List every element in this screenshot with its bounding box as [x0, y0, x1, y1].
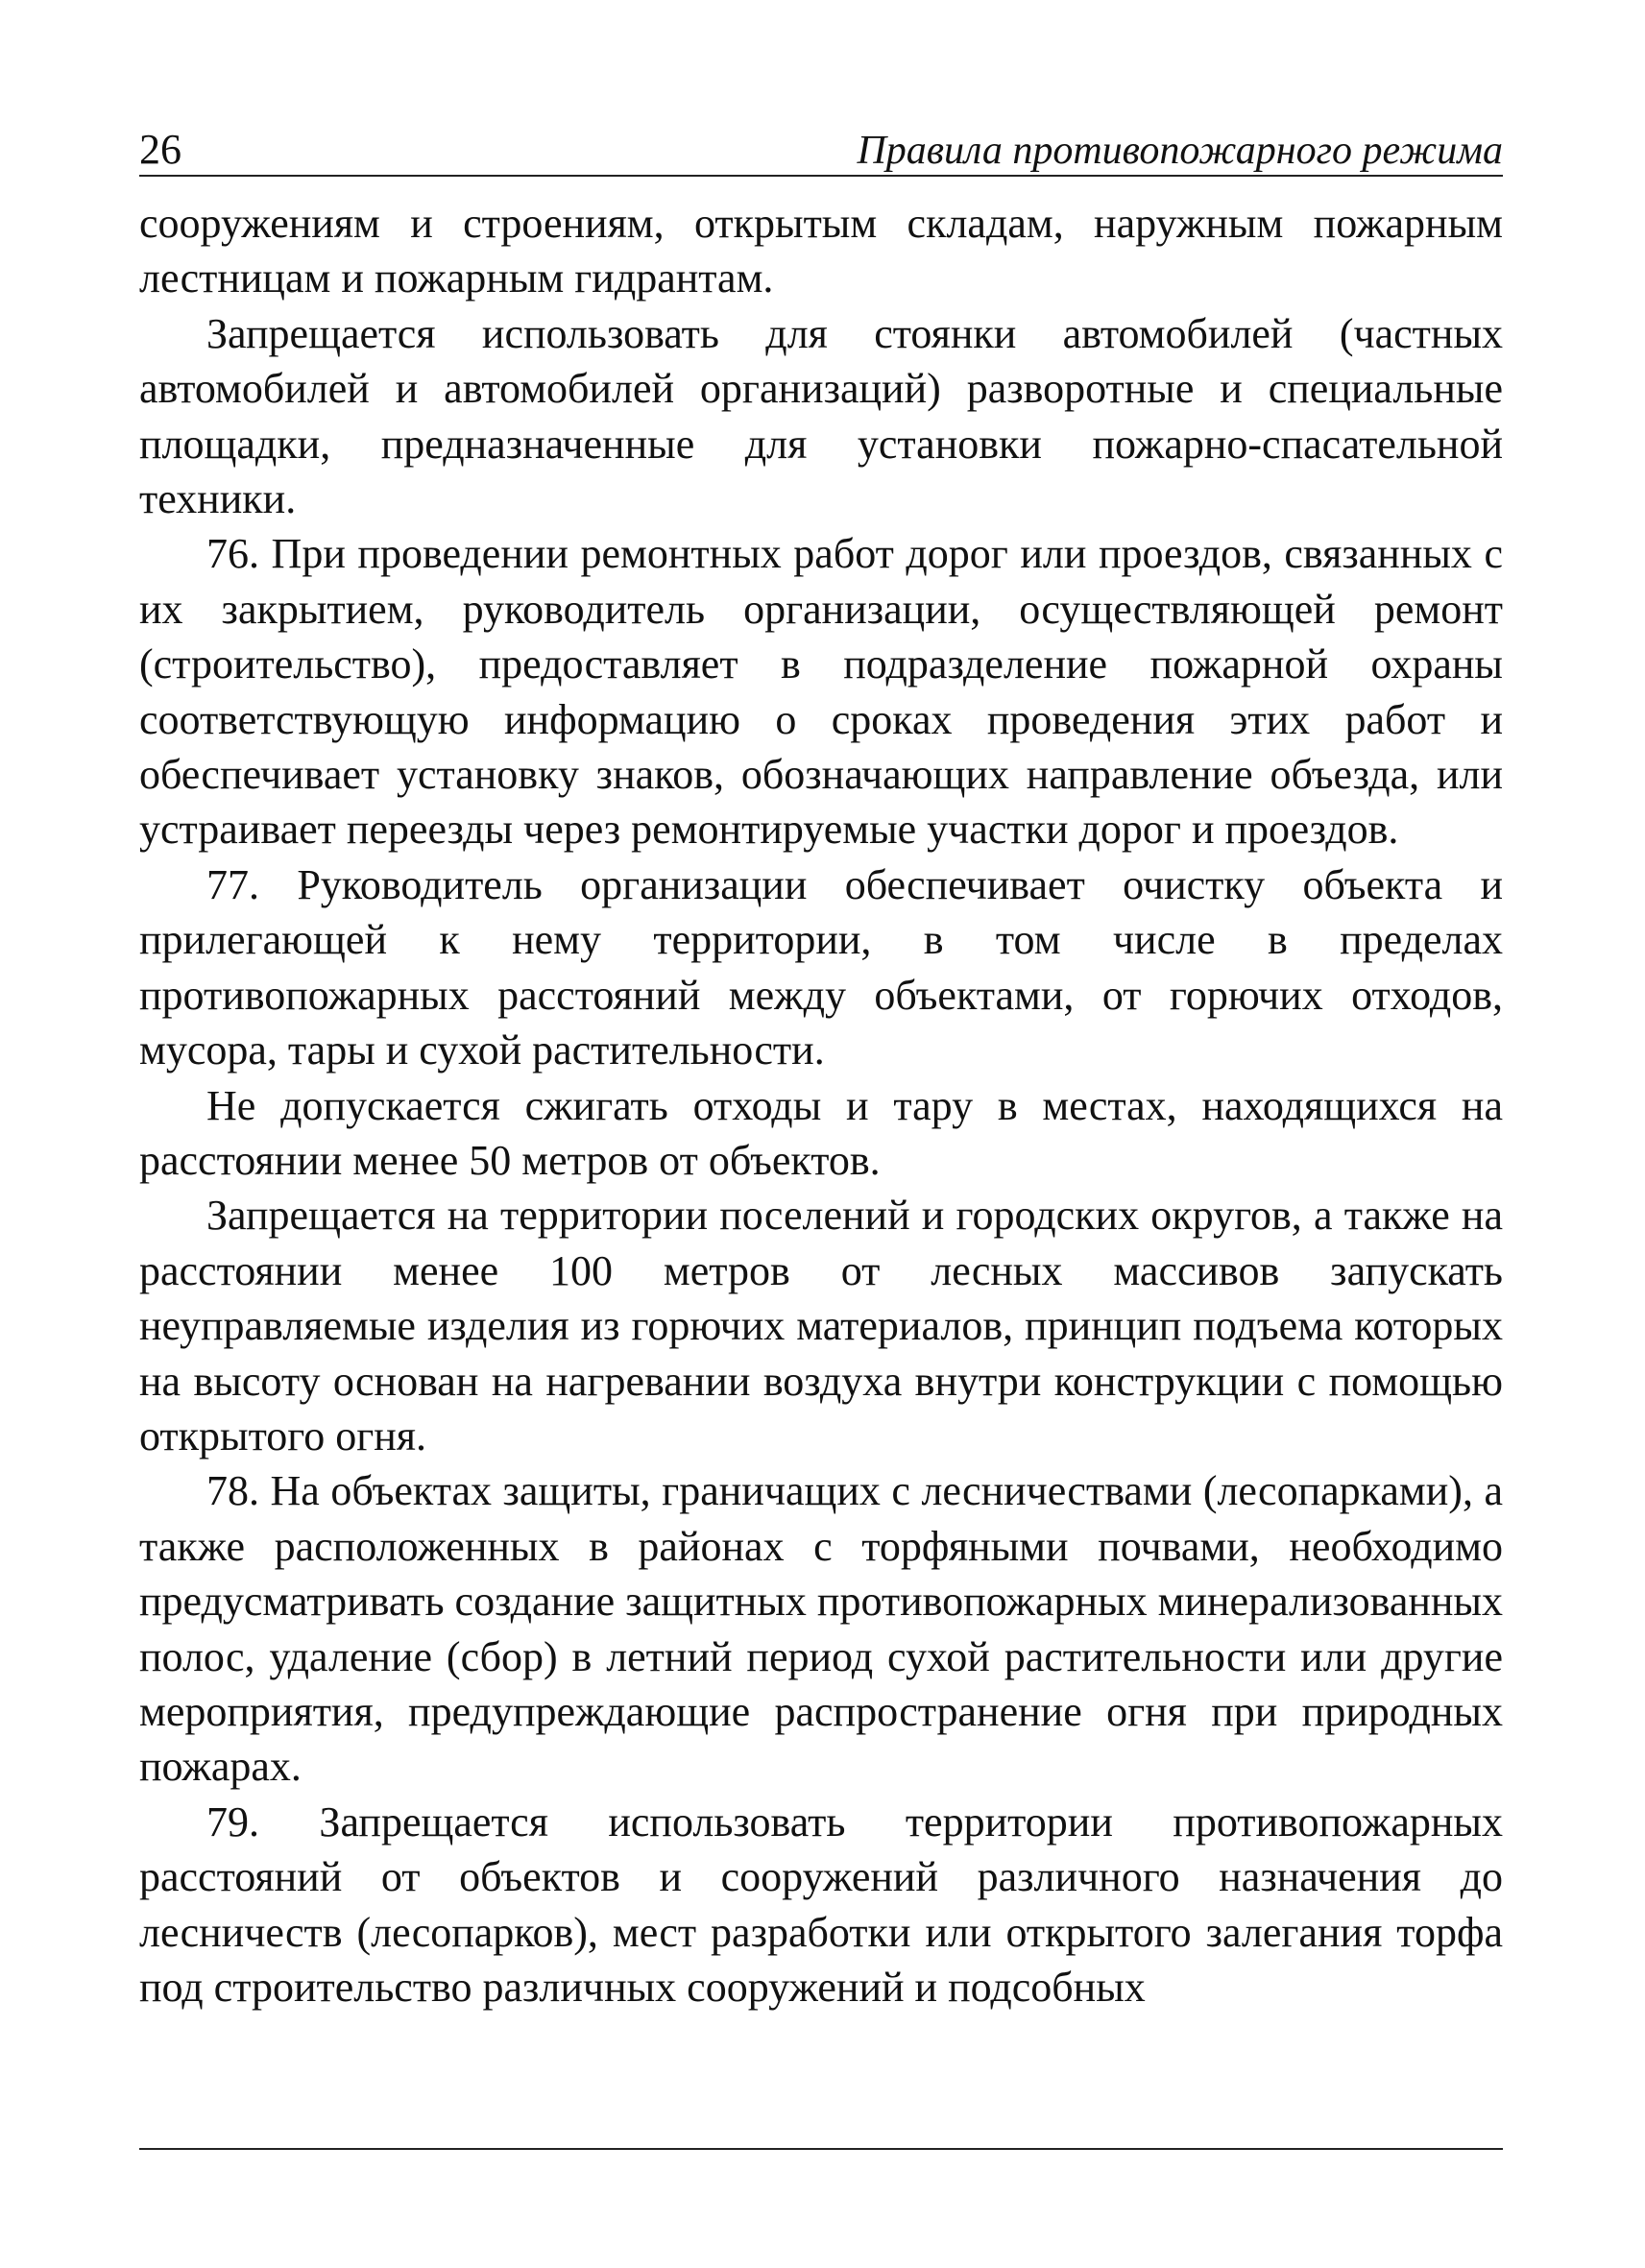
paragraph-78: 78. На объектах защиты, граничащих с лесничествами (лесопарками), а также расположенных в районах с торфяными почвами, необходимо предусматривать создание защитных противопожарных минерализованных полос, удаление (сбор) в летний период сухой растительности или другие мероприятия, предупреждающие распространение огня при природных пожарах. [139, 1467, 1503, 1791]
paragraph-continuation: сооружениям и строениям, открытым складам, наружным пожарным лестницам и пожарным гидрантам. [139, 200, 1503, 302]
page-header [139, 115, 1503, 177]
body-text [139, 196, 1503, 2015]
paragraph-parking-ban: Запрещается использовать для стоянки автомобилей (частных автомобилей и автомобилей организаций) разворотные и специальные площадки, предназначенные для установки пожарно-спасательной техники. [139, 309, 1503, 523]
paragraph-waste-burning: Не допускается сжигать отходы и тару в местах, находящихся на расстоянии менее 50 метров от объектов. [139, 1081, 1503, 1184]
book-page [139, 115, 1503, 2015]
bottom-divider [139, 2148, 1503, 2150]
paragraph-sky-lanterns: Запрещается на территории поселений и городских округов, а также на расстоянии менее 100 метров от лесных массивов запускать неуправляемые изделия из горючих материалов, принцип подъема которых на высоту основан на нагревании воздуха внутри конструкции с помощью открытого огня. [139, 1192, 1503, 1460]
paragraph-79: 79. Запрещается использовать территории противопожарных расстояний от объектов и сооружений различного назначения до лесничеств (лесопарков), мест разработки или открытого залегания торфа под строительство различных сооружений и подсобных [139, 1798, 1503, 2011]
paragraph-77: 77. Руководитель организации обеспечивает очистку объекта и прилегающей к нему территории, в том числе в пределах противопожарных расстояний между объектами, от горючих отходов, мусора, тары и сухой растительности. [139, 860, 1503, 1074]
paragraph-76: 76. При проведении ремонтных работ дорог или проездов, связанных с их закрытием, руководитель организации, осуществляющей ремонт (строительство), предоставляет в подразделение пожарной охраны соответствующую информацию о сроках проведения этих работ и обеспечивает установку знаков, обозначающих направление объезда, или устраивает переезды через ремонтируемые участки дорог и проездов. [139, 530, 1503, 854]
running-title: Правила противопожарного режима [857, 129, 1503, 173]
page-number: 26 [139, 126, 181, 173]
